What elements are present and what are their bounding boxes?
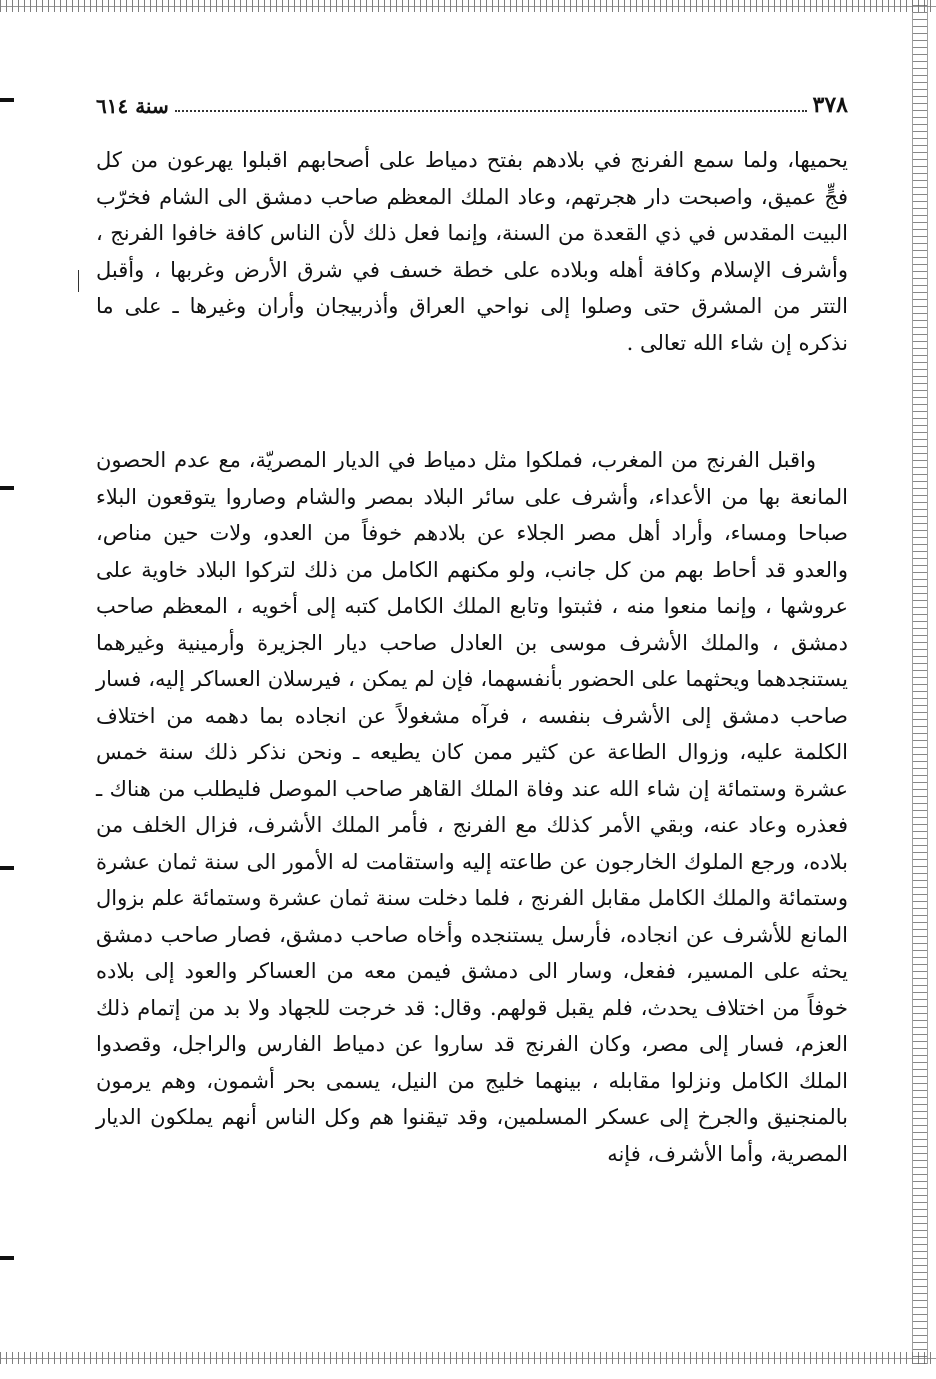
edge-mark <box>0 486 14 490</box>
paragraph-text: واقبل الفرنج من المغرب، فملكوا مثل دمياط في الديار المصريّة، مع عدم الحصون المانعة بها من الأعداء، وأشرف على سائر البلاد بمصر والشام وصاروا يتوقعون البلاء صباحا ومساء، وأراد أهل مصر الجلاء عن بلادهم خوفاً من العدو، ولات حين مناص، والعدو قد أحاط بهم من كل جانب، ولو مكنهم الكامل من ذلك لتركوا البلاد خاوية على عروشها ، وإنما منعوا منه ، فثبتوا وتابع الملك الكامل كتبه إلى أخويه ، المعظم صاحب دمشق ، والملك الأشرف موسى بن العادل صاحب ديار الجزيرة وأرمينية وغيرهما يستنجدهما ويحثهما على الحضور بأنفسهما، فإن لم يمكن ، فيرسلان العساكر إليه، فسار صاحب دمشق إلى الأشرف بنفسه ، فرآه مشغولاً عن انجاده بما دهمه من اختلاف الكلمة عليه، وزوال الطاعة عن كثير ممن كان يطيعه ـ ونحن نذكر ذلك سنة خمس عشرة وستمائة إن شاء الله عند وفاة الملك القاهر صاحب الموصل فليطلب من هناك ـ فعذره وعاد عنه، وبقي الأمر كذلك مع الفرنج ، فأمر الملك الأشرف، فزال الخلف من بلاده، ورجع الملوك الخارجون عن طاعته إليه واستقامت له الأمور الى سنة ثمان عشرة وستمائة والملك الكامل مقابل الفرنج ، فلما دخلت سنة ثمان عشرة وستمائة علم بزوال المانع للأشرف عن انجاده، فأرسل يستنجده وأخاه صاحب دمشق، فصار صاحب دمشق يحثه على المسير، ففعل، وسار الى دمشق فيمن معه من العساكر والعود إلى بلاده خوفاً من اختلاف يحدث، فلم يقبل قولهم. وقال: قد خرجت للجهاد ولا بد من إتمام ذلك العزم، فسار إلى مصر، وكان الفرنج قد ساروا عن دمياط الفارس والراجل، وقصدوا الملك الكامل ونزلوا مقابله ، بينهما خليج من النيل، يسمى بحر أشمون، وهم يرمون بالمنجنيق والجرخ إلى عسكر المسلمين، وقد تيقنوا هم وكل الناس أنهم يملكون الديار المصرية، وأما الأشرف، فإنه <box>96 448 849 1166</box>
paragraph-1 <box>96 142 848 361</box>
edge-mark <box>0 866 14 870</box>
paragraph-2 <box>96 442 848 1172</box>
bottom-ornamental-border <box>0 1352 936 1364</box>
year-label: سنة ٦١٤ <box>96 94 169 118</box>
running-header <box>96 88 848 118</box>
right-ornamental-border <box>912 0 928 1364</box>
page-number: ٣٧٨ <box>812 92 848 118</box>
margin-tick <box>78 270 79 292</box>
top-ornamental-border <box>0 0 936 12</box>
edge-mark <box>0 98 14 102</box>
paragraph-text: يحميها، ولما سمع الفرنج في بلادهم بفتح دمياط على أصحابهم اقبلوا يهرعون من كل فجٍّ عميق، واصبحت دار هجرتهم، وعاد الملك المعظم صاحب دمشق الى الشام فخرّب البيت المقدس في ذي القعدة من السنة، وإنما فعل ذلك لأن الناس كافة خافوا الفرنج ، وأشرف الإسلام وكافة أهله وبلاده على خطة خسف في شرق الأرض وغربها ، وأقبل التتر من المشرق حتى وصلوا إلى نواحي العراق وأذربيجان وأران وغيرها ـ على ما نذكره إن شاء الله تعالى . <box>96 148 848 355</box>
edge-mark <box>0 1256 14 1260</box>
dotted-leader <box>175 110 807 112</box>
